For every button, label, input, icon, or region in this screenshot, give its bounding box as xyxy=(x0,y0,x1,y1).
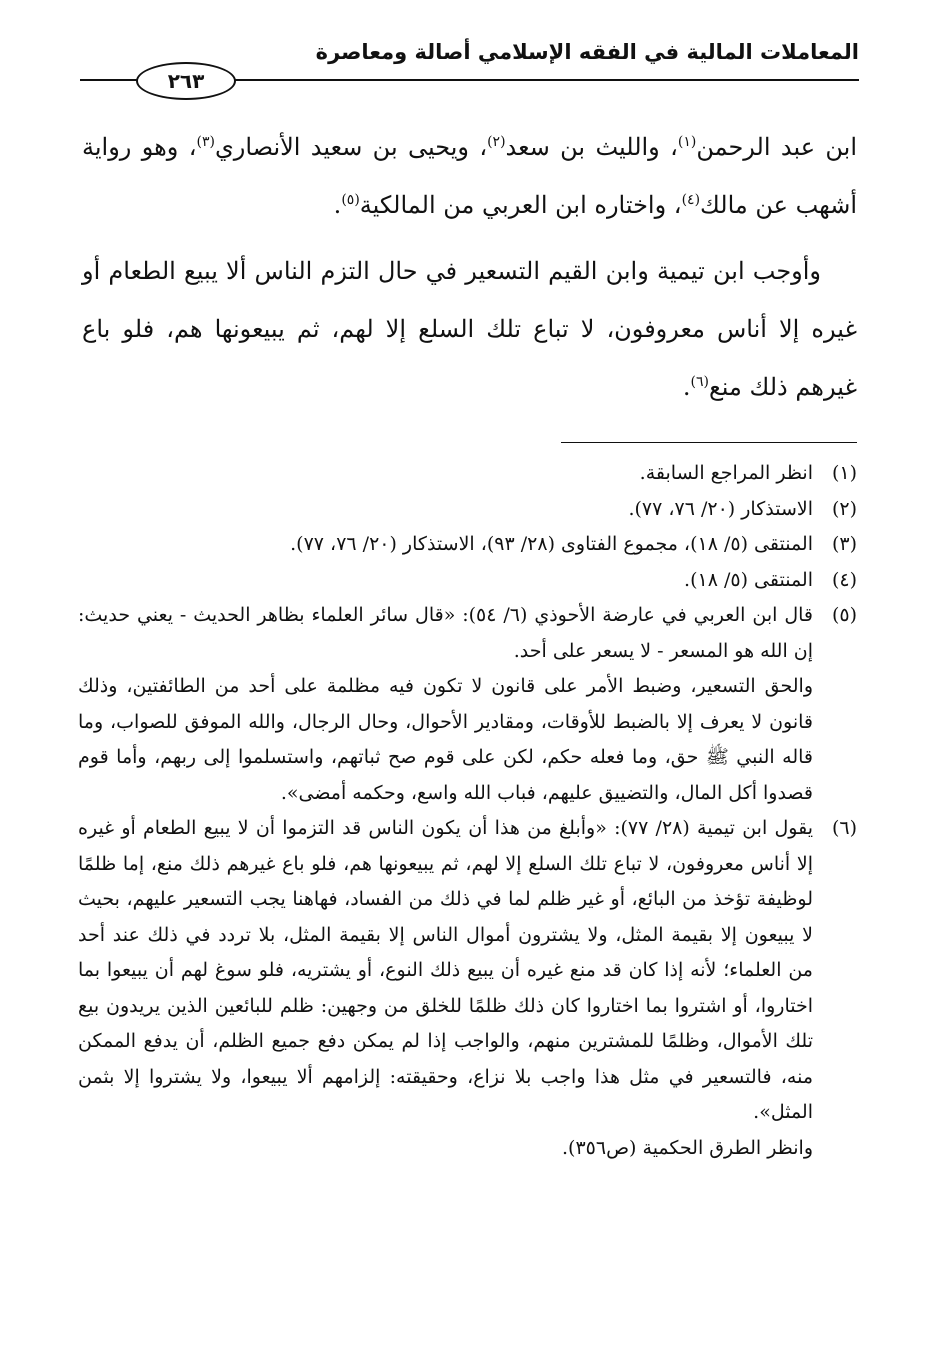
text-segment: . xyxy=(333,191,342,219)
main-paragraph-1 xyxy=(82,118,857,234)
footnote-body xyxy=(78,563,813,599)
footnote-ref-2: (٢) xyxy=(487,134,506,150)
footnote-ref-5: (٥) xyxy=(341,192,360,208)
footnote-number: (٤) xyxy=(831,568,857,591)
footnotes xyxy=(78,456,857,1166)
footnote-text: المنتقى (٥/ ١٨)، مجموع الفتاوى (٢٨/ ٩٣)، الاستذكار (٢٠/ ٧٦، ٧٧). xyxy=(290,533,813,555)
footnote-ref-6: (٦) xyxy=(690,374,709,390)
main-paragraph-2 xyxy=(82,242,857,416)
text-segment: ابن عبد الرحمن xyxy=(696,133,857,161)
footnote-1 xyxy=(78,456,857,492)
text-segment: . xyxy=(682,373,691,401)
footnote-ref-1: (١) xyxy=(677,134,697,150)
footnote-text: والحق التسعير، وضبط الأمر على قانون لا تكون فيه مظلمة على أحد من الطائفتين، وذلك قانون لا يعرف إلا بالضبط للأوقات، ومقادير الأحوال، وحال الرجال، والله الموفق للصواب، وما قاله النبي ﷺ حق، وما فعله حكم، لكن على قوم صح ثباتهم، واستسلموا إلى ربهم، وأما قوم قصدوا أكل المال، والتضييق عليهم، فباب الله واسع، وحكمه أمضى». xyxy=(78,675,813,804)
footnote-body xyxy=(78,811,813,1166)
footnote-number: (٦) xyxy=(831,817,857,839)
text-segment: ، واختاره ابن العربي من المالكية xyxy=(359,191,682,219)
footnote-ref-3: (٣) xyxy=(196,134,215,150)
page-number: ٢٦٣ xyxy=(136,62,236,100)
text-segment: ، ويحيى بن سعيد الأنصاري xyxy=(214,133,488,161)
footnote-number: (٥) xyxy=(831,604,857,626)
footnote-separator xyxy=(561,442,857,443)
footnote-number: (٣) xyxy=(831,533,857,555)
footnote-text: يقول ابن تيمية (٢٨/ ٧٧): «وأبلغ من هذا أن يكون الناس قد التزموا أن لا يبيع الطعام أو غيره إلا أناس معروفون، لا تباع تلك السلع إلا لهم، ثم يبيعونها هم، فلو باع غيرهم ذلك منع، إما ظلمًا لوظيفة تؤخذ من البائع، أو غير ظلم لما في ذلك من الفساد، فهاهنا يجب التسعير عليهم، بحيث لا يبيعون إلا بقيمة المثل، ولا يشترون أموال الناس إلا بقيمة المثل، بلا تردد في ذلك عند أحد من العلماء؛ لأنه إذا كان قد منع غيره أن يبيع ذلك النوع، أو يشتريه، فلو سوغ لهم أن يبيعوا بما اختاروا، أو اشتروا بما اختاروا كان ذلك ظلمًا للخلق من وجهين: ظلم للبائعين الذين يريدون بيع تلك الأموال، وظلمًا للمشترين منهم، والواجب إذا لم يمكن دفع جميع الظلم، أن يدفع الممكن منه، فالتسعير في مثل هذا واجب بلا نزاع، وحقيقته: إلزامهم ألا يبيعوا، ولا يشتروا إلا بثمن المثل». xyxy=(78,817,813,1123)
footnote-ref-4: (٤) xyxy=(681,192,701,208)
footnote-text: انظر المراجع السابقة. xyxy=(639,462,813,484)
footnote-number: (٢) xyxy=(831,497,857,520)
footnote-text: الاستذكار (٢٠/ ٧٦، ٧٧). xyxy=(628,497,813,520)
footnote-body xyxy=(78,456,813,492)
footnote-2 xyxy=(78,492,857,528)
text-segment: ، وهو رواية أشهب عن مالك xyxy=(82,133,857,219)
header-title: المعاملات المالية في الفقه الإسلامي أصالة ومعاصرة xyxy=(315,40,859,64)
main-text xyxy=(82,118,857,416)
footnote-3 xyxy=(78,527,857,563)
footnote-number: (١) xyxy=(831,462,857,484)
footnote-body xyxy=(78,527,813,563)
text-segment: ، والليث بن سعد xyxy=(505,133,678,161)
footnote-text: المنتقى (٥/ ١٨). xyxy=(684,568,813,591)
footnote-text: وانظر الطرق الحكمية (ص٣٥٦). xyxy=(562,1136,813,1159)
footnote-text: قال ابن العربي في عارضة الأحوذي (٦/ ٥٤): «قال سائر العلماء بظاهر الحديث - يعني حديث: إن الله هو المسعر - لا يسعر على أحد. xyxy=(78,604,813,662)
footnote-body xyxy=(78,598,813,811)
text-segment: وأوجب ابن تيمية وابن القيم التسعير في حال التزم الناس ألا يبيع الطعام أو غيره إلا أناس معروفون، لا تباع تلك السلع إلا لهم، ثم يبيعونها هم، فلو باع غيرهم ذلك منع xyxy=(82,257,857,401)
footnote-5 xyxy=(78,598,857,811)
footnote-4 xyxy=(78,563,857,599)
footnote-6 xyxy=(78,811,857,1166)
running-header xyxy=(80,30,859,110)
footnote-body xyxy=(78,492,813,528)
